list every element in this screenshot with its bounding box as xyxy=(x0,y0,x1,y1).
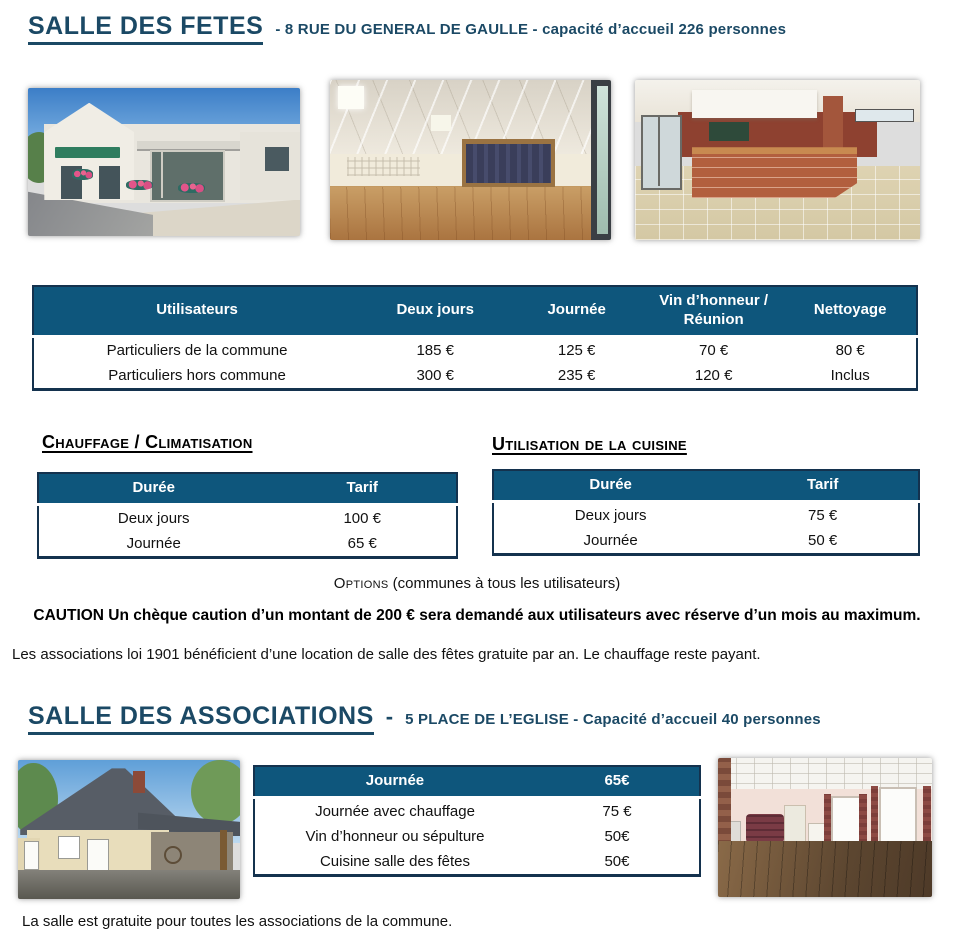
cuisine-heading: Utilisation de la cuisine xyxy=(492,434,687,454)
table-row xyxy=(33,336,917,363)
cell-price: 75 € xyxy=(727,501,919,528)
table-header-row xyxy=(33,286,917,336)
cell-price: 50€ xyxy=(535,824,700,849)
doorway xyxy=(784,805,805,846)
cell-duration: Journée xyxy=(38,531,268,558)
column-header: Vin d’honneur / Réunion xyxy=(643,286,784,336)
column-header: Journée xyxy=(254,766,535,797)
curtain xyxy=(824,794,831,847)
cell-label: Journée avec chauffage xyxy=(254,797,535,824)
door-frame xyxy=(658,115,660,185)
cell-price: 80 € xyxy=(784,336,917,363)
table-row xyxy=(254,797,700,824)
options-note xyxy=(0,575,954,592)
column-header: Durée xyxy=(38,473,268,504)
column-header: Journée xyxy=(510,286,643,336)
curtain xyxy=(859,794,866,847)
stacked-chairs xyxy=(746,814,785,843)
cell-user-type: Particuliers hors commune xyxy=(33,363,360,390)
table-row xyxy=(493,528,919,555)
cell-price: 120 € xyxy=(643,363,784,390)
flower-planter xyxy=(126,180,153,190)
section-title: SALLE DES ASSOCIATIONS xyxy=(28,702,374,735)
high-window xyxy=(855,109,914,122)
section-associations-title-row xyxy=(28,702,821,735)
wood-post xyxy=(220,830,226,873)
column-header: 65€ xyxy=(535,766,700,797)
flower-planter xyxy=(178,183,205,193)
associations-address: 5 PLACE DE L’EGLISE - Capacité d’accueil 40 personnes xyxy=(405,711,821,728)
table-row xyxy=(254,824,700,849)
skylight xyxy=(431,115,451,131)
column-header: Tarif xyxy=(268,473,457,504)
flower-planter xyxy=(72,169,94,179)
column-header: Deux jours xyxy=(360,286,510,336)
associations-pricing-table xyxy=(253,765,701,877)
photo-associations-room xyxy=(718,758,932,897)
column-header: Tarif xyxy=(727,470,919,501)
table-row xyxy=(33,363,917,390)
chauffage-heading: Chauffage / Climatisation xyxy=(42,432,253,452)
cell-price: 100 € xyxy=(268,504,457,531)
column-header: Utilisateurs xyxy=(33,286,360,336)
cell-price: 125 € xyxy=(510,336,643,363)
window xyxy=(265,147,289,171)
tree xyxy=(191,760,240,824)
cell-label: Cuisine salle des fêtes xyxy=(254,849,535,876)
fetes-address: - 8 RUE DU GENERAL DE GAULLE - capacité d’accueil 226 personnes xyxy=(275,21,787,38)
door-frame xyxy=(161,150,163,197)
cell-duration: Journée xyxy=(493,528,727,555)
skylight xyxy=(338,86,363,108)
page-title: SALLE DES FETES xyxy=(28,12,263,45)
column-header: Nettoyage xyxy=(784,286,917,336)
chauffage-table xyxy=(37,472,458,559)
photo-bar-reception xyxy=(635,80,920,240)
caution-note: CAUTION Un chèque caution d’un montant de 200 € sera demandé aux utilisateurs avec réserve d’un mois au maximum. xyxy=(33,607,921,624)
cell-price: 235 € xyxy=(510,363,643,390)
chalkboard xyxy=(709,122,749,141)
cell-duration: Deux jours xyxy=(38,504,268,531)
table-header-row xyxy=(38,473,457,504)
window-glass xyxy=(597,86,608,233)
courtyard-ground xyxy=(18,870,240,899)
salle-des-fetes-sign xyxy=(55,147,120,157)
cell-label: Vin d’honneur ou sépulture xyxy=(254,824,535,849)
cell-price: Inclus xyxy=(784,363,917,390)
ceiling-soffit xyxy=(692,90,817,119)
cell-price: 50 € xyxy=(727,528,919,555)
section-fetes-title-row xyxy=(28,12,786,45)
wood-floor xyxy=(718,841,932,897)
bar-counter-front xyxy=(692,154,857,199)
options-label: Options xyxy=(333,575,389,592)
table-row xyxy=(493,501,919,528)
title-dash: - xyxy=(385,704,394,729)
cell-price: 300 € xyxy=(360,363,510,390)
pillar xyxy=(823,96,843,154)
cell-user-type: Particuliers de la commune xyxy=(33,336,360,363)
free-note: La salle est gratuite pour toutes les associations de la commune. xyxy=(22,913,453,930)
bar-counter xyxy=(692,147,857,198)
stage-curtain xyxy=(466,144,551,183)
cell-price: 50€ xyxy=(535,849,700,876)
cell-price: 185 € xyxy=(360,336,510,363)
table-header-row xyxy=(254,766,700,797)
cell-price: 75 € xyxy=(535,797,700,824)
fetes-pricing-table xyxy=(32,285,918,391)
window xyxy=(99,166,121,199)
table-row xyxy=(38,531,457,558)
cell-price: 70 € xyxy=(643,336,784,363)
table-row xyxy=(254,849,700,876)
photo-salle-des-fetes-exterior xyxy=(28,88,300,236)
cell-duration: Deux jours xyxy=(493,501,727,528)
cell-price: 65 € xyxy=(268,531,457,558)
photo-main-hall-interior xyxy=(330,80,611,240)
glass-door xyxy=(641,115,682,189)
table-row xyxy=(38,504,457,531)
parquet-floor xyxy=(330,187,591,240)
cuisine-table xyxy=(492,469,920,556)
window xyxy=(831,796,861,846)
stage xyxy=(462,139,555,190)
loi1901-note: Les associations loi 1901 bénéficient d’une location de salle des fêtes gratuite par an. Le chauffage reste payant. xyxy=(12,646,761,663)
chimney xyxy=(133,771,144,793)
column-header: Durée xyxy=(493,470,727,501)
table-header-row xyxy=(493,470,919,501)
options-rest: (communes à tous les utilisateurs) xyxy=(392,575,621,592)
door xyxy=(24,841,39,871)
photo-associations-house xyxy=(18,760,240,899)
wall-vents xyxy=(347,157,420,176)
window xyxy=(58,836,80,859)
bar-counter-top xyxy=(692,147,857,154)
